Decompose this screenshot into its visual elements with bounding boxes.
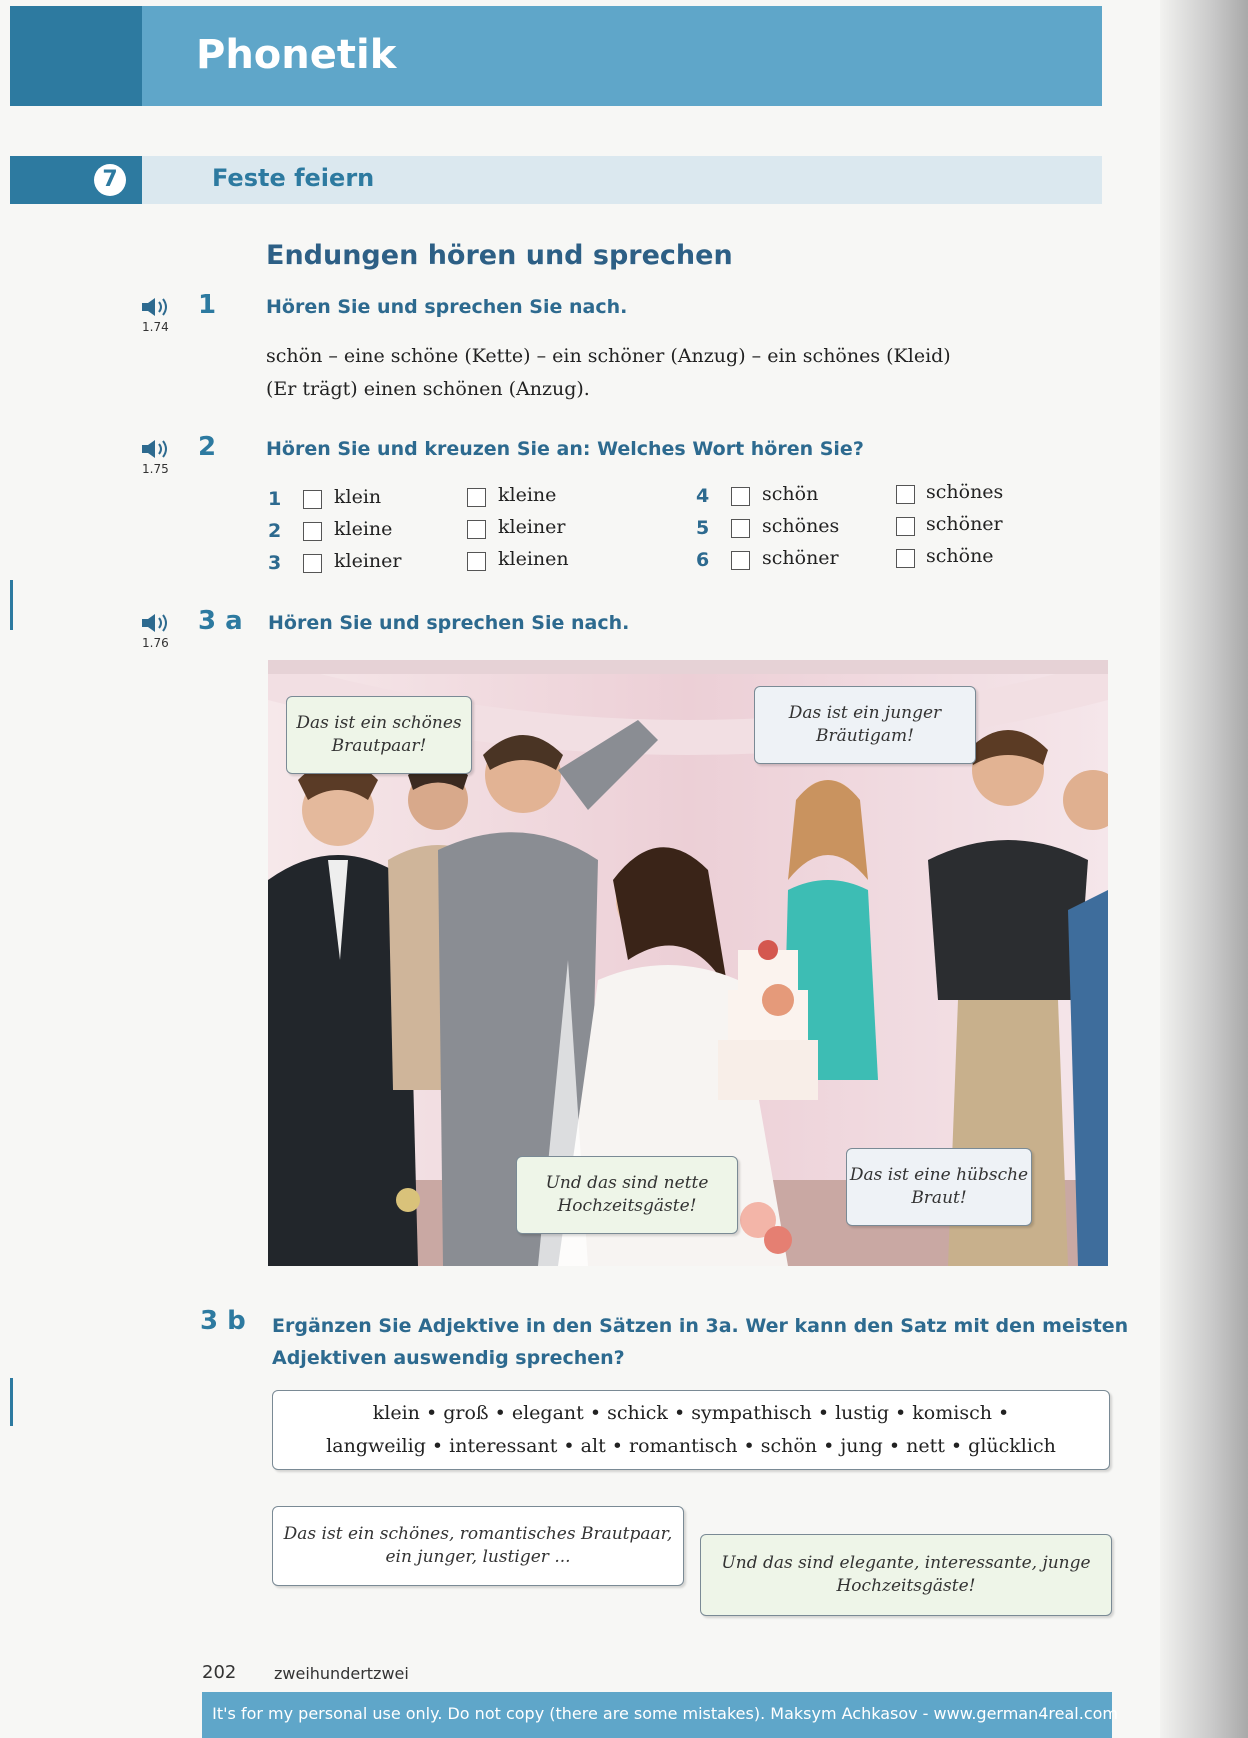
choice-word: schön (762, 483, 819, 505)
margin-bar (10, 580, 13, 630)
choice-word: klein (334, 486, 382, 508)
instruction-line: Ergänzen Sie Adjektive in den Sätzen in 3a. Wer kann den Satz mit den meisten (272, 1315, 1129, 1337)
choice-number: 1 (268, 488, 282, 510)
checkbox[interactable] (467, 488, 486, 507)
choice-word: schöner (926, 513, 1003, 535)
exercise-number: 3 a (198, 606, 243, 636)
audio-track-number: 1.74 (142, 320, 169, 334)
exercise-line: (Er trägt) einen schönen (Anzug). (266, 378, 590, 400)
exercise-instruction: Hören Sie und sprechen Sie nach. (266, 296, 628, 318)
choice-word: kleine (334, 518, 393, 540)
choice-word: schönes (762, 515, 840, 537)
footer-band (202, 1692, 1118, 1738)
wedding-photo (268, 660, 1108, 1266)
speech-bubble: Das ist ein junger Bräutigam! (754, 686, 976, 764)
exercise-instruction: Hören Sie und sprechen Sie nach. (268, 612, 630, 634)
section-number-badge: 7 (94, 164, 126, 196)
example-sentence-bubble: Und das sind elegante, interessante, junge Hochzeitsgäste! (700, 1534, 1112, 1616)
choice-word: schöner (762, 547, 839, 569)
exercise-number: 3 b (200, 1306, 246, 1336)
checkbox[interactable] (896, 485, 915, 504)
exercise-number: 2 (198, 432, 217, 462)
exercise-instruction (272, 1310, 1128, 1374)
choice-number: 2 (268, 520, 282, 542)
checkbox[interactable] (731, 551, 750, 570)
audio-track-number: 1.75 (142, 462, 169, 476)
choice-word: kleine (498, 484, 557, 506)
header-accent (10, 6, 142, 106)
exercise-line: schön – eine schöne (Kette) – ein schöner (Anzug) – ein schönes (Kleid) (266, 345, 951, 367)
speech-bubble: Und das sind nette Hochzeitsgäste! (516, 1156, 738, 1234)
checkbox[interactable] (896, 517, 915, 536)
speech-bubble: Das ist ein schönes Brautpaar! (286, 696, 472, 774)
choice-number: 5 (696, 517, 710, 539)
exercise-number: 1 (198, 290, 217, 320)
lesson-heading: Endungen hören und sprechen (266, 240, 733, 271)
choice-number: 6 (696, 549, 710, 571)
checkbox[interactable] (731, 519, 750, 538)
audio-track-number: 1.76 (142, 636, 169, 650)
instruction-line: Adjektiven auswendig sprechen? (272, 1347, 625, 1369)
exercise-text (266, 340, 951, 406)
margin-bar (10, 1378, 13, 1426)
section-title: Feste feiern (212, 164, 375, 192)
page-title: Phonetik (196, 32, 397, 78)
example-sentence-bubble: Das ist ein schönes, romantisches Brautpaar, ein junger, lustiger ... (272, 1506, 684, 1586)
choice-word: kleiner (498, 516, 566, 538)
speech-bubble: Das ist eine hübsche Braut! (846, 1148, 1032, 1226)
copyright-notice: It's for my personal use only. Do not copy (there are some mistakes). Maksym Achkasov - www.german4real.com (212, 1704, 1118, 1723)
choice-number: 4 (696, 485, 710, 507)
checkbox[interactable] (303, 490, 322, 509)
checkbox[interactable] (303, 554, 322, 573)
choice-word: schönes (926, 481, 1004, 503)
checkbox[interactable] (467, 520, 486, 539)
exercise-instruction: Hören Sie und kreuzen Sie an: Welches Wort hören Sie? (266, 438, 864, 460)
header-band (10, 6, 1102, 106)
checkbox[interactable] (896, 549, 915, 568)
choice-number: 3 (268, 552, 282, 574)
audio-speaker-icon[interactable] (142, 298, 174, 316)
page-edge-shadow (1160, 0, 1248, 1738)
checkbox[interactable] (303, 522, 322, 541)
word-list-line: klein • groß • elegant • schick • sympathisch • lustig • komisch • (372, 1402, 1010, 1424)
choice-word: kleiner (334, 550, 402, 572)
audio-speaker-icon[interactable] (142, 614, 174, 632)
adjective-word-box (272, 1390, 1110, 1470)
choice-word: kleinen (498, 548, 569, 570)
checkbox[interactable] (731, 487, 750, 506)
choice-word: schöne (926, 545, 994, 567)
page-number: 202 (202, 1662, 237, 1683)
audio-speaker-icon[interactable] (142, 440, 174, 458)
checkbox[interactable] (467, 552, 486, 571)
word-list-line: langweilig • interessant • alt • romantisch • schön • jung • nett • glücklich (326, 1435, 1056, 1457)
section-band (10, 156, 1102, 204)
page-number-word: zweihundertzwei (274, 1664, 409, 1683)
